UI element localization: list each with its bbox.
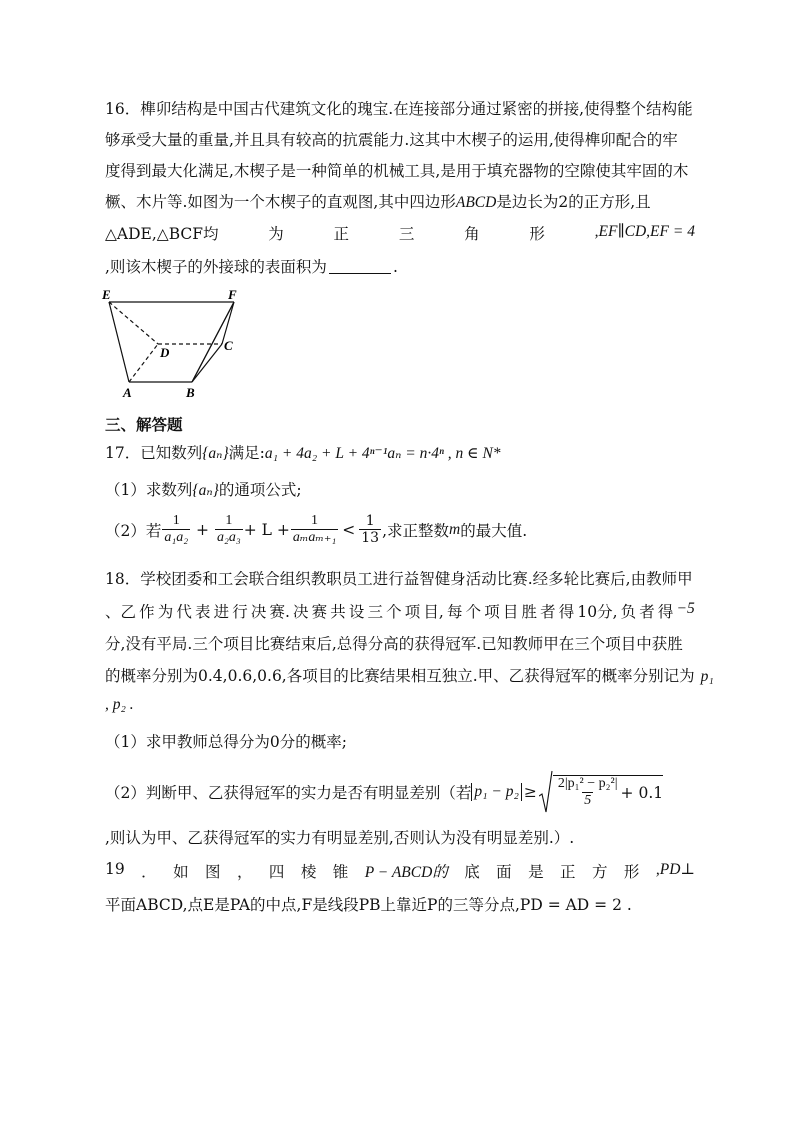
q16-line-2: 够承受大量的重量,并且具有较高的抗震能力.这其中木楔子的运用,使得榫卯配合的牢 — [105, 131, 678, 149]
q19-l1-0: 19 — [105, 860, 125, 878]
q17-frac-3 — [291, 513, 338, 546]
q18-l2-16: 目, — [423, 603, 444, 621]
q19-l1-1: ． — [141, 863, 157, 881]
label-f: F — [228, 287, 237, 302]
q18-l2-6: 行 — [232, 603, 248, 621]
q18-l2-18: 个 — [465, 603, 482, 621]
q19-l1-3: 图 — [205, 863, 221, 881]
q18-abs-diff: p₁ − p₂ — [471, 783, 522, 801]
q18-l2-2: 为 — [157, 603, 174, 621]
q17-stem-b: 满足: — [228, 444, 265, 462]
q16-l5-3: 三 — [398, 225, 415, 243]
q19-line-2: 平面ABCD,点E是PA的中点,F是线段PB上靠近P的三等分点,PD = AD = 2 . — [105, 896, 632, 914]
q17-seq: {aₙ} — [202, 445, 229, 462]
q16-l5-0: △ADE,△BCF均 — [105, 225, 219, 243]
q17-p1-seq: {aₙ} — [192, 482, 219, 499]
q17-frac-1-den: a₁a₂ — [164, 530, 189, 546]
q17-frac-3-den: aₘaₘ₊₁ — [292, 530, 337, 546]
q17-frac-3-num: 1 — [311, 513, 319, 528]
q18-plus01: + 0.1 — [620, 783, 664, 802]
q19-l1-12: 正 — [560, 863, 576, 881]
section-heading: 三、解答题 — [105, 416, 183, 434]
q18-line-4 — [105, 664, 714, 686]
q18-sqrt-den: 5 — [584, 793, 592, 808]
q18-l2-9: 决 — [293, 603, 309, 621]
q18-p2-a: （2）判断甲、乙获得冠军的实力是否有明显差别（若 — [105, 784, 472, 802]
q17-frac-2 — [215, 513, 243, 546]
q18-part-2 — [105, 770, 695, 814]
q16-line-1: 16．榫卯结构是中国古代建筑文化的瑰宝.在连接部分通过紧密的拼接,使得整个结构能 — [105, 100, 693, 118]
q16-l5-2: 正 — [333, 225, 350, 243]
q17-stem — [105, 441, 695, 463]
q18-l2-13: 三 — [367, 603, 384, 621]
q18-l2-4: 表 — [195, 603, 211, 621]
wedge-figure — [100, 286, 260, 404]
q19-line-1 — [105, 860, 695, 882]
q18-l2-11: 共 — [330, 603, 346, 621]
q16-line-6 — [105, 255, 695, 277]
q17-plus-l: + L + — [243, 520, 290, 539]
q16-line-6-a: ,则该木楔子的外接球的表面积为 — [105, 258, 327, 276]
q17-frac-1 — [162, 513, 190, 546]
q18-l2-22: 者 — [540, 603, 556, 621]
edge-ed-hidden — [109, 302, 158, 344]
q17-frac-2-den: a₂a₃ — [216, 530, 241, 546]
q16-line-5 — [105, 222, 695, 244]
q17-frac-2-num: 1 — [225, 513, 233, 528]
q18-l2-8: 赛. — [269, 603, 290, 621]
q18-l2-3: 代 — [176, 603, 192, 621]
q17-part-2: （2）若 $\frac{1}{\text{a₁a₂}}$ + $\frac{1}{\text{a₂a₃}}$ + L + $\frac{1}{\text{aₘaₘ₊₁}}$ < $\frac{1}{13}$ ,求正整数 m 的最大值. — [105, 513, 528, 547]
q17-p2-a: （2）若 — [105, 521, 162, 540]
q17-stem-a: 17．已知数列 — [105, 444, 203, 462]
sqrt-icon — [539, 770, 553, 814]
q17-lt: < — [342, 520, 356, 539]
q19-l1-5: 四 — [268, 863, 285, 881]
q18-l2-20: 目 — [502, 603, 519, 621]
label-c: C — [224, 338, 233, 353]
answer-blank[interactable] — [329, 259, 391, 274]
q19-l1-4: ， — [236, 863, 253, 881]
q16-l5-1: 为 — [268, 225, 284, 243]
q16-l5-5: 形 — [529, 225, 545, 243]
q18-l2-26: 者 — [639, 603, 655, 621]
q16-square-name: ABCD — [455, 194, 497, 211]
q18-l2-7: 决 — [250, 603, 267, 621]
q19-l1-14: 形 — [623, 863, 640, 881]
q18-sqrt-frac — [556, 776, 620, 809]
label-e: E — [102, 287, 111, 302]
q19-l1-11: 是 — [528, 863, 544, 881]
q18-ge: ≥ — [523, 783, 537, 801]
q17-p2-d: 的最大值. — [460, 521, 528, 540]
q16-l5-6: ,EF∥CD,EF = 4 — [594, 223, 695, 240]
q17-part-1 — [105, 478, 695, 500]
q17-frac-4-num: 1 — [365, 513, 375, 529]
q18-l2-5: 进 — [213, 603, 230, 621]
q19-l1-8: P − ABCD的 — [364, 864, 448, 881]
label-b: B — [186, 385, 195, 400]
label-a: A — [123, 385, 132, 400]
q17-p1-b: 的通项公式; — [218, 481, 302, 499]
q17-frac-4 — [359, 513, 381, 546]
q18-l2-21: 胜 — [521, 603, 537, 621]
edge-bc — [192, 344, 222, 382]
q18-l2-23: 得 — [558, 603, 575, 621]
q18-part-1: （1）求甲教师总得分为0分的概率; — [105, 733, 347, 751]
q18-l2-14: 个 — [386, 603, 402, 621]
q18-l2-15: 项 — [404, 603, 421, 621]
q17-formula: a₁ + 4a₂ + L + 4ⁿ⁻¹aₙ = n·4ⁿ , n ∈ N* — [264, 445, 501, 462]
q19-l1-2: 如 — [173, 863, 189, 881]
q16-line-3: 度得到最大化满足,木楔子是一种简单的机械工具,是用于填充器物的空隙使其牢固的木 — [105, 162, 689, 180]
edge-ad-hidden — [129, 344, 158, 382]
q18-line-2 — [105, 600, 695, 622]
q18-l2-28: −5 — [676, 600, 695, 617]
q19-l1-9: 底 — [464, 863, 480, 881]
q17-p1-a: （1）求数列 — [105, 481, 193, 499]
q16-line-4-a: 橛、木片等.如图为一个木楔子的直观图,其中四边形 — [105, 193, 456, 211]
q16-line-4 — [105, 190, 695, 212]
q18-l2-27: 得 — [657, 603, 674, 621]
q19-l1-13: 方 — [591, 863, 608, 881]
q18-l2-25: 负 — [620, 603, 637, 621]
q18-line-5: , p₂ . — [105, 696, 134, 713]
q18-l2-17: 每 — [446, 603, 463, 621]
q18-p1-symbol: p₁ — [700, 668, 714, 685]
q18-sqrt — [539, 770, 663, 814]
q17-p2-b: ,求正整数 — [382, 521, 450, 540]
q19-l1-6: 棱 — [300, 863, 317, 881]
q19-l1-10: 面 — [496, 863, 512, 881]
q16-line-6-b: . — [392, 258, 398, 276]
q18-line-4-a: 的概率分别为0.4,0.6,0.6,各项目的比赛结果相互独立.甲、乙获得冠军的概率分别记为 — [105, 667, 695, 685]
q18-line-1: 18．学校团委和工会联合组织教职员工进行益智健身活动比赛.经多轮比赛后,由教师甲 — [105, 570, 693, 588]
edge-ea — [109, 302, 129, 382]
q18-l2-12: 设 — [348, 603, 365, 621]
q17-frac-4-den: 13 — [361, 530, 380, 547]
q18-l2-10: 赛 — [311, 603, 328, 621]
q19-l1-7: 锥 — [332, 863, 349, 881]
q18-l2-24: 10分, — [577, 603, 618, 621]
q18-l2-1: 作 — [139, 603, 155, 621]
q17-frac-1-num: 1 — [172, 513, 180, 528]
q19-l1-15: ,PD⊥ — [655, 861, 695, 878]
q18-l2-0: 、乙 — [105, 603, 137, 621]
label-d: D — [160, 345, 170, 360]
q18-line-7: ,则认为甲、乙获得冠军的实力有明显差别,否则认为没有明显差别.）. — [105, 829, 575, 847]
q16-l5-4: 角 — [464, 225, 480, 243]
q16-line-4-c: 是边长为2的正方形,且 — [496, 193, 651, 211]
q17-m: m — [449, 520, 461, 538]
q18-l2-19: 项 — [484, 603, 500, 621]
q18-line-3: 分,没有平局.三个项目比赛结束后,总得分高的获得冠军.已知教师甲在三个项目中获胜 — [105, 635, 683, 653]
q18-sqrt-num: 2|p₁² − p₂²| — [557, 775, 618, 791]
